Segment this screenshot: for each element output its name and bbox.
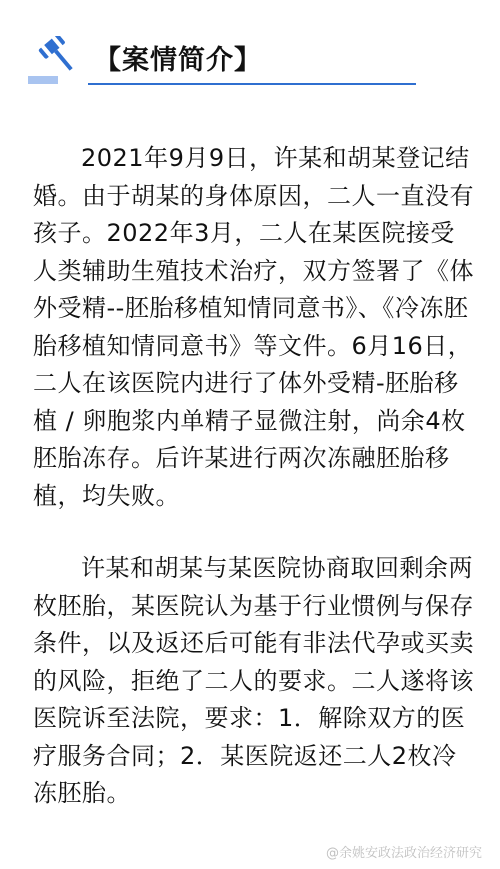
watermark: @余姚安政法政治经济研究 bbox=[325, 846, 482, 861]
title-underline bbox=[88, 83, 416, 85]
section-header bbox=[0, 0, 500, 95]
gavel-icon bbox=[26, 36, 84, 88]
case-paragraph-1: 2021年9月9日，许某和胡某登记结婚。由于胡某的身体原因，二人一直没有孩子。2022年3月，二人在某医院接受人类辅助生殖技术治疗，双方签署了《体外受精--胚胎移植知情同意书》、《冷冻胚胎移植知情同意书》等文件。6月16日，二人在该医院内进行了体外受精-胚胎移植 / 卵胞浆内单精子显微注射，尚余4枚胚胎冻存。后许某进行两次冻融胚胎移植，均失败。 bbox=[33, 144, 474, 510]
section-title: 【案情简介】 bbox=[94, 45, 262, 76]
case-paragraph-2: 许某和胡某与某医院协商取回剩余两枚胚胎，某医院认为基于行业惯例与保存条件，以及返还后可能有非法代孕或买卖的风险，拒绝了二人的要求。二人遂将该医院诉至法院，要求：1．解除双方的医疗服务合同；2．某医院返还二人2枚冷冻胚胎。 bbox=[33, 554, 474, 807]
